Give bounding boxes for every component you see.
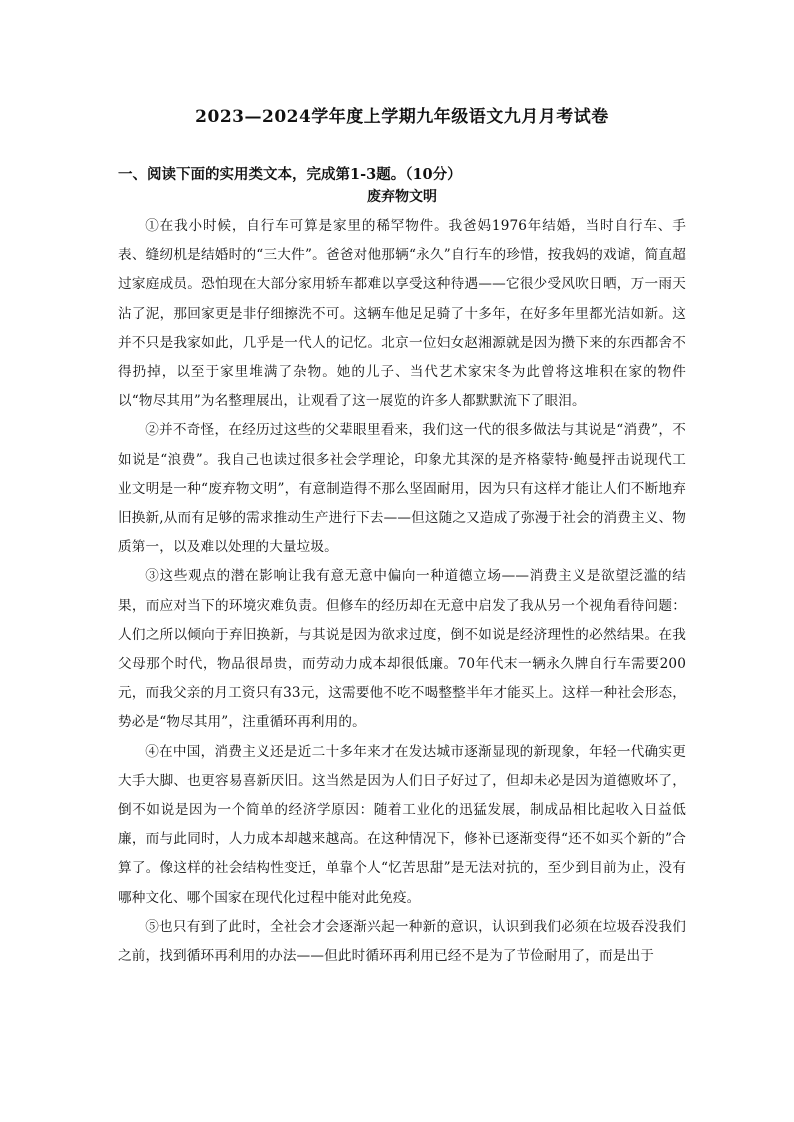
exam-title: 2023—2024学年度上学期九年级语文九月月考试卷 — [195, 107, 609, 127]
article-title: 废弃物文明 — [367, 189, 437, 205]
paragraph-2: ②并不奇怪，在经历过这些的父辈眼里看来，我们这一代的很多做法与其说是“消费”，不如说是“浪费”。我自己也读过很多社会学理论，印象尤其深的是齐格蒙特·鲍曼抨击说现代工业文明是一种“废弃物文明”，有意制造得不那么坚固耐用，因为只有这样才能让人们不断地弃旧换新,从而有足够的需求推动生产进行下去——但这随之又造成了弥漫于社会的消费主义、物质第一，以及难以处理的大量垃圾。 — [118, 422, 686, 556]
paragraph-5: ⑤也只有到了此时，全社会才会逐渐兴起一种新的意识，认识到我们必须在垃圾吞没我们之前，找到循环再利用的办法——但此时循环再利用已经不是为了节俭耐用了，而是出于 — [118, 918, 686, 965]
paragraph-4: ④在中国，消费主义还是近二十多年来才在发达城市逐渐显现的新现象，年轻一代确实更大手大脚、也更容易喜新厌旧。这当然是因为人们日子好过了，但却未必是因为道德败坏了，倒不如说是因为一个简单的经济学原因：随着工业化的迅猛发展，制成品相比起收入日益低廉，而与此同时，人力成本却越来越高。在这种情况下，修补已逐渐变得“还不如买个新的”合算了。像这样的社会结构性变迁，单靠个人“忆苦思甜”是无法对抗的，至少到目前为止，没有哪种文化、哪个国家在现代化过程中能对此免疫。 — [118, 743, 686, 906]
paragraph-3: ③这些观点的潜在影响让我有意无意中偏向一种道德立场——消费主义是欲望泛滥的结果，而应对当下的环境灾难负责。但修车的经历却在无意中启发了我从另一个视角看待问题：人们之所以倾向于弃旧换新，与其说是因为欲求过度，倒不如说是经济理性的必然结果。在我父母那个时代，物品很昂贵，而劳动力成本却很低廉。70年代末一辆永久牌自行车需要200元，而我父亲的月工资只有33元，这需要他不吃不喝整整半年才能买上。这样一种社会形态，势必是“物尽其用”，注重循环再利用的。 — [118, 568, 686, 731]
section-heading: 一、阅读下面的实用类文本，完成第1-3题。（10分） — [118, 166, 462, 183]
reading-section — [118, 164, 686, 971]
paragraph-1: ①在我小时候，自行车可算是家里的稀罕物件。我爸妈1976年结婚，当时自行车、手表、缝纫机是结婚时的“三大件”。爸爸对他那辆“永久”自行车的珍惜，按我妈的戏谑，简直超过家庭成员。恐怕现在大部分家用轿车都难以享受这种待遇——它很少受风吹日晒，万一雨天沾了泥，那回家更是非仔细擦洗不可。这辆车他足足骑了十多年，在好多年里都光洁如新。这并不只是我家如此，几乎是一代人的记忆。北京一位妇女赵湘源就是因为攒下来的东西都舍不得扔掉，以至于家里堆满了杂物。她的儿子、当代艺术家宋冬为此曾将这堆积在家的物件以“物尽其用”为名整理展出，让观看了这一展览的许多人都默默流下了眼泪。 — [118, 218, 686, 410]
